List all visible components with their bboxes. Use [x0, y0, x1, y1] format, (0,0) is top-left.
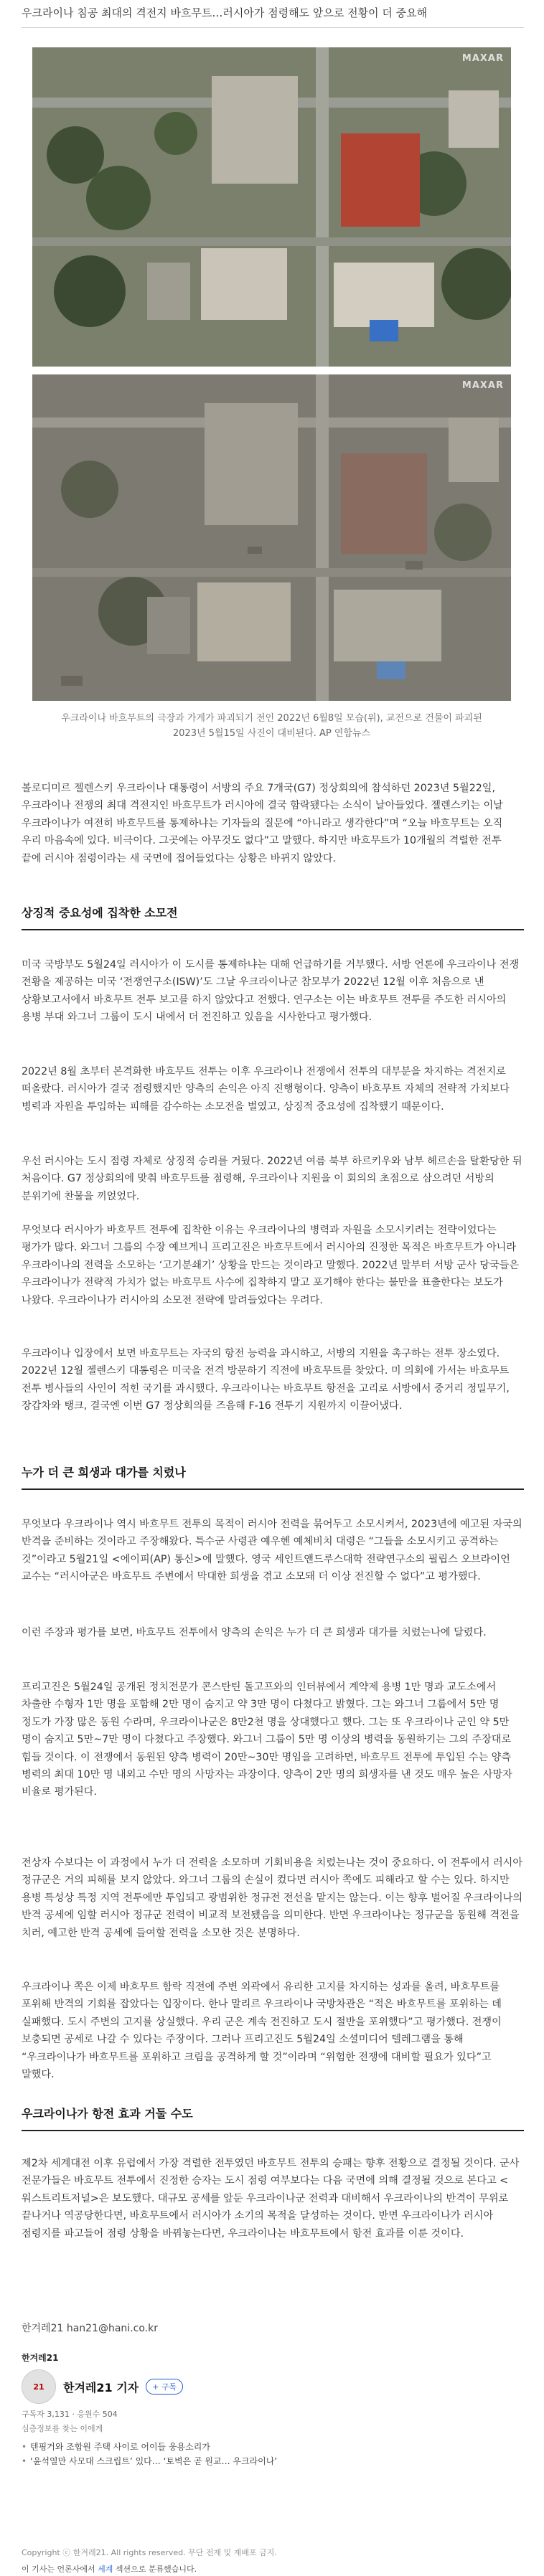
- author-news-item[interactable]: • ‘윤석열만 사모대 스크립트’ 있다… ‘토벽은 곧 원교… 우크라이나’: [22, 2454, 524, 2468]
- paragraph-3: 2022년 8월 초부터 본격화한 바흐무트 전투는 이후 우크라이나 전쟁에서 전투의 대부분을 차지하는 격전지로 떠올랐다. 러시아가 결국 점령했지만 양측의 손익은 아직 진행형이다. 양측이 바흐무트 자체의 전략적 가치보다 병력과 자원을 투입하는 피해를 감수하는 소모전을 벌였고, 상징적 중요성에 집착했기 때문이다.: [22, 1066, 510, 1113]
- reporter-email[interactable]: 한겨레21 han21@hani.co.kr: [22, 2323, 158, 2334]
- paragraph-9: 프리고진은 5월24일 공개된 정치전문가 콘스탄틴 돌고프와의 인터뷰에서 계약제 용병 1만 명과 교도소에서 차출한 수형자 1만 명을 포함해 2만 명이 숨지고 약 3만 명이 다쳤다고 밝혔다. 그는 와그너 그룹에서 5만 명 정도가 가장 많은 동원 수라며, 우크라이나군은 8만2천 명을 상대했다고 했다. 그는 또 우크라이나 군인 약 5만 명이 숨지고 5만~7만 명이 다쳤다고 주장했다. 와그너 그룹이 5만 명 이상의 병력을 동원하기는 그의 주장대로 힘들 것이다. 이 전쟁에서 동원된 양측 병력이 20만~30만 명임을 고려하면, 바흐무트 전투에 투입된 수는 양측 병력의 최대 10만 명 내외고 수만 명의 사망자는 과장이다. 양측이 2만 명의 희생자를 낸 것도 매우 높은 사망자 비율로 평가된다.: [22, 1681, 512, 1798]
- paragraph-2: 미국 국방부도 5월24일 러시아가 이 도시를 통제하냐는 대해 언급하기를 거부했다. 서방 언론에 우크라이나 전쟁 전황을 제공하는 미국 ‘전쟁연구소(ISW)’도 그날 우크라이나군 참모부가 2022년 12월 이후 처음으로 낸 상황보고서에서 바흐무트 전투 보고를 하지 않았다고 전했다. 연구소는 이는 바흐무트 전투를 주도한 러시아의 용병 부대 와그너 그룹이 도시 내에서 더 전진하고 있음을 시사한다고 평가했다.: [22, 959, 520, 1024]
- subhead-symbolic-attrition: 상징적 중요성에 집착한 소모전: [22, 904, 524, 930]
- copyright: Copyright ⓒ 한겨레21. All rights reserved. 무단 전재 및 재배포 금지.: [22, 2548, 277, 2557]
- author-name[interactable]: 한겨레21 기자: [63, 2380, 139, 2395]
- photo-watermark-after: MAXAR: [461, 380, 504, 391]
- author-news-list: [22, 2440, 524, 2468]
- paragraph-12: 제2차 세계대전 이후 유럽에서 가장 격렬한 전투였던 바흐무트 전투의 승패는 향후 전황으로 결정될 것이다. 군사 전문가들은 바흐무트 전투에서 진정한 승자는 도시 점령 여부보다는 다음 국면에 의해 결정될 것으로 본다고 <워스트리트저널>은 보도했다. 대규모 공세를 앞둔 우크라이나군 전력과 대비해서 우크라이나의 반격이 무위로 끝나거나 역공당한다면, 바흐무트에서 러시아가 소기의 목적을 달성하는 것이다. 반면 우크라이나가 러시아 점령지를 파고들어 점령 상황을 바꿔놓는다면, 우크라이나는 바흐무트에서 항전 효과를 이룬 것이다.: [22, 2158, 520, 2240]
- follow-button[interactable]: + 구독: [146, 2379, 183, 2395]
- paragraph-5: 무엇보다 러시아가 바흐무트 전투에 집착한 이유는 우크라이나의 병력과 자원을 소모시키려는 전략이었다는 평가가 많다. 와그너 그룹의 수장 예브게니 프리고진은 바흐무트에서 러시아의 진정한 목적은 바흐무트가 아니라 우크라이나의 전력을 소모하는 ‘고기분쇄기’ 상황을 만드는 것이라고 말했다. 2022년 말부터 서방 군사 당국들은 우크라이나가 전략적 가치가 없는 바흐무트 사수에 집착하지 말고 포기해야 한다는 불만을 표출한다는 보도가 나왔다. 우크라이나가 러시아의 소모전 전략에 말려들었다는 우려다.: [22, 1225, 520, 1306]
- subhead-greater-sacrifice: 누가 더 큰 희생과 대가를 치렀나: [22, 1463, 524, 1490]
- paragraph-6: 우크라이나 입장에서 보면 바흐무트는 자국의 항전 능력을 과시하고, 서방의 지원을 촉구하는 전투 장소였다. 2022년 12월 젤렌스키 대통령은 미국을 전격 방문하기 직전에 바흐무트를 찾았다. 미 의회에 가서는 바흐무트 전투 병사들의 사인이 적힌 국기를 과시했다. 우크라이나는 바흐무트 항전을 고리로 서방에서 중거리 정밀무기, 장갑차와 탱크, 결국엔 이번 G7 정상회의를 즈음해 F-16 전투기 지원까지 이끌어냈다.: [22, 1348, 510, 1412]
- article-headline: 우크라이나 침공 최대의 격전지 바흐무트…러시아가 점령해도 앞으로 전황이 더 중요해: [22, 6, 524, 28]
- section-link[interactable]: 세계: [98, 2565, 113, 2574]
- paragraph-7: 무엇보다 우크라이나 역시 바흐무트 전투의 목적이 러시아 전력을 묶어두고 소모시켜서, 2023년에 예고된 자국의 반격을 준비하는 것이라고 주장해왔다. 특수군 사령관 예우헨 예체비치 대령은 “그들을 소모시키고 공격하는 것”이라고 5월21일 <에이피(AP) 통신>에 말했다. 영국 세인트앤드루스대학 전략연구소의 필립스 오브라이언 교수는 “러시아군은 바흐무트 주변에서 막대한 희생을 겪고 소모돼 더 이상 전진할 수 없다”고 평가했다.: [22, 1519, 522, 1583]
- photo-watermark: MAXAR: [461, 53, 504, 64]
- paragraph-4: 우선 러시아는 도시 점령 자체로 상징적 승리를 거뒀다. 2022년 여름 북부 하르키우와 남부 헤르손을 탈환당한 뒤 처음이다. G7 정상회의에 맞춰 바흐무트를 점령해, 우크라이나 지원을 이 회의의 초점으로 삼으려던 서방의 분위기에 찬물을 끼얹었다.: [22, 1156, 522, 1202]
- author-box: [22, 2351, 524, 2466]
- subhead-resistance-effect: 우크라이나가 항전 효과 거둘 수도: [22, 2105, 524, 2131]
- author-row: [22, 2369, 524, 2404]
- author-box-label: 한겨레21: [22, 2353, 59, 2363]
- section-note-suffix: 섹션으로 분류했습니다.: [115, 2565, 197, 2574]
- author-news-item[interactable]: • 텐핑거와 조합원 주택 사이로 어이들 웅용소리가: [22, 2440, 524, 2454]
- paragraph-1: 볼로디미르 젤렌스키 우크라이나 대통령이 서방의 주요 7개국(G7) 정상회의에 참석하던 2023년 5월22일, 우크라이나 전쟁의 최대 격전지인 바흐무트가 러시아에 결국 함락됐다는 소식이 날아들었다. 젤렌스키는 이날 우크라이나가 여전히 바흐무트를 통제하냐는 기자들의 질문에 “아니라고 생각한다”며 “오늘 바흐무트는 오직 우리 마음속에 있다. 비극이다. 그곳에는 아무것도 없다”고 말했다. 하지만 바흐무트가 10개월의 격렬한 전투 끝에 러시아 점령이라는 새 국면에 접어들었다는 상황은 바뀌지 않았다.: [22, 783, 503, 864]
- avatar[interactable]: 21: [22, 2369, 56, 2404]
- paragraph-8: 이런 주장과 평가를 보면, 바흐무트 전투에서 양측의 손익은 누가 더 큰 희생과 대가를 치렀는나에 달렸다.: [22, 1627, 487, 1638]
- satellite-photo-before: [32, 47, 511, 367]
- photo-caption-line1: 우크라이나 바흐무트의 극장과 가게가 파괴되기 전인 2022년 6월8일 모습(위), 교전으로 건물이 파괴된: [61, 713, 482, 724]
- paragraph-11: 우크라이나 쪽은 이제 바흐무트 함락 직전에 주변 외곽에서 유리한 고지를 차지하는 성과를 올려, 바흐무트를 포위해 반격의 기회를 잡았다는 입장이다. 한나 말리르 우크라이나 국방차관은 “적은 바흐무트를 포위하는 데 실패했다. 도시 주변의 고지를 상실했다. 우리 군은 계속 전진하고 도시 절반을 포위했다”고 평가했다. 전쟁이 보충되면 공세로 나갈 수 있다는 주장이다. 그러나 프리고진도 5월24일 소셜미디어 텔레그램을 통해 “우크라이나가 바흐무트를 포위하고 크림을 공격하게 할 것”이라며 “위험한 전쟁에 대비할 필요가 있다”고 말했다.: [22, 1981, 502, 2081]
- section-note: [22, 2563, 197, 2575]
- author-stats: 구독자 3,131 · 응원수 504: [22, 2410, 118, 2419]
- paragraph-10: 전상자 수보다는 이 과정에서 누가 더 전력을 소모하며 기회비용을 치렀는나는 것이 중요하다. 이 전투에서 러시아 정규군은 거의 피해를 보지 않았다. 와그너 그룹의 손실이 컸다면 러시아 쪽에도 피해라고 할 수는 있다. 하지만 용병 특성상 특정 지역 전투에만 투입되고 광범위한 정규전 전선을 맡지는 않는다. 이는 향후 벌어질 우크라이나의 반격 공세에 임할 러시아 정규군 전력이 비교적 보전됐음을 의미한다. 반면 우크라이나는 정규군을 동원해 격전을 치러, 예고한 반격 공세에 들여할 전력을 소모한 것은 분명하다.: [22, 1857, 523, 1939]
- photo-caption-line2: 2023년 5월15일 사진이 대비된다. AP 연합뉴스: [172, 728, 371, 739]
- author-description: 심층정보를 찾는 이에게: [22, 2424, 103, 2433]
- section-note-prefix: 이 기사는 언론사에서: [22, 2565, 95, 2574]
- photo-caption: [32, 711, 511, 741]
- satellite-photo-after: [32, 374, 511, 701]
